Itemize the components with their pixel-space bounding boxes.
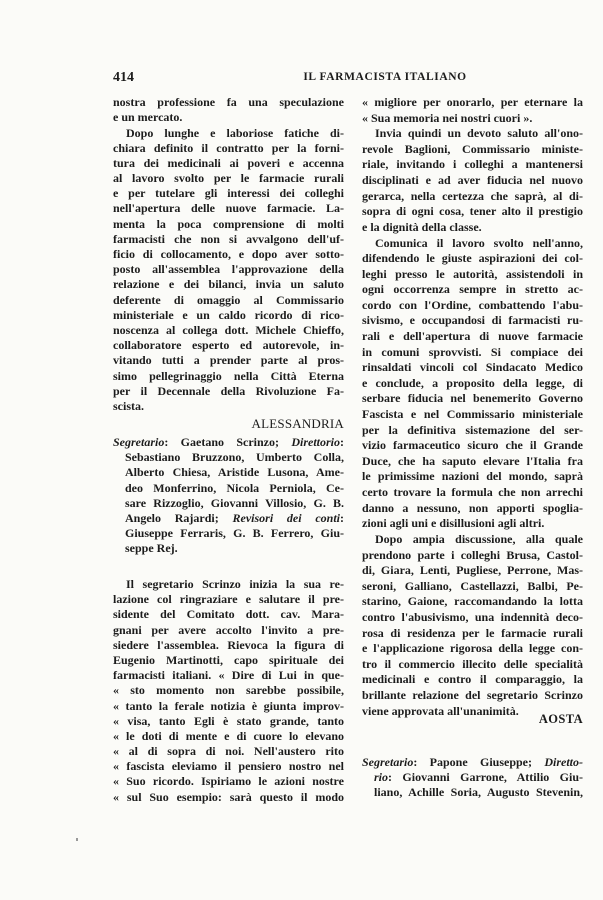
text-line: simo pellegrinaggio nella Città Eterna [113, 368, 344, 383]
text-line: viene approvata all'unanimità. [362, 703, 519, 718]
text-line: Il segretario Scrinzo inizia la sua re- [126, 577, 344, 591]
scan-speck [76, 838, 78, 841]
text-line: posto all'assemblea l'approvazione della [113, 262, 344, 277]
text-line: prendono parte i colleghi Brusa, Castol- [362, 547, 583, 562]
text-line: vizio farmaceutico sicuro che il Grande [362, 438, 583, 453]
text-line [113, 511, 344, 526]
text-line: Comunica il lavoro svolto nell'anno, [375, 235, 583, 250]
paragraph [362, 95, 583, 126]
italic-label: Direttorio [291, 435, 340, 449]
text-line: gnani per avere accolto l'invito a pre- [113, 622, 344, 637]
text-line: « sto momento non sarebbe possibile, [113, 683, 344, 698]
paragraph [362, 236, 583, 532]
text-line: zioni agli uni e disillusioni agli altri. [362, 516, 545, 531]
text-line: Duce, che ha saputo elevare l'Italia fra [362, 453, 583, 468]
text-line: certo trovare la formula che non arrechi [362, 485, 583, 499]
text-line: difendendo le giuste aspirazioni dei col- [362, 251, 583, 266]
text-line: in comuni sprovvisti. Si compiace dei [362, 344, 583, 359]
text-line: « migliore per onorarlo, per eternare la [362, 95, 583, 109]
text-line: vitando tutti a prender parte al pros- [113, 353, 344, 368]
text-line: medicinali e contro il comparaggio, la [362, 672, 583, 687]
text-line: per il Decennale della Rivoluzione Fa- [113, 383, 344, 398]
text-line: farmacisti italiani. « Dire di Lui in que- [113, 668, 344, 683]
text-line: farmacisti che non si avvalgono dell'uf- [113, 231, 344, 246]
text-line: Dopo lunghe e laboriose fatiche di- [126, 125, 344, 140]
text-line: brillante relazione del segretario Scrinzo [362, 687, 583, 702]
text-line: ficio di collocamento, e dopo aver sotto- [113, 247, 344, 261]
text-line: e l'applicazione rigorosa della legge con- [362, 641, 583, 656]
text-line: deferente di omaggio al Commissario [113, 292, 344, 307]
officers-list [113, 435, 344, 557]
text-line: Dopo ampia discussione, alla quale [375, 532, 583, 546]
text-line: « le doti di mente e di cuore lo elevano [113, 728, 344, 743]
text-line: sidente del Comitato dott. cav. Mara- [113, 607, 344, 622]
text-line: deo Monferrino, Nicola Perniola, Ce- [125, 480, 344, 495]
text-line: leghi presso le autorità, assistendoli in [362, 266, 583, 281]
text-line: « Suo ricordo. Ispiriamo le azioni nostre [113, 774, 344, 789]
text-line: scista. [113, 398, 144, 413]
italic-label: Segretario [362, 755, 414, 769]
text-line: e un mercato. [113, 110, 183, 125]
text-line: e per tutelare gli interessi dei colleghi [113, 186, 344, 201]
text-line: serbare fiducia nel benemerito Governo [362, 391, 583, 406]
paragraph [113, 95, 344, 125]
text-line: relazione e dei bilanci, invia un saluto [113, 277, 344, 292]
text-line: gerarca, nella certezza che saprà, al di- [362, 188, 583, 203]
text-line: per la definitiva sistemazione del ser- [362, 422, 583, 437]
text-line: revole Baglioni, Commissario ministe- [362, 141, 583, 156]
text-line [362, 755, 583, 770]
text-segment: : [340, 435, 344, 449]
section-heading: AOSTA [538, 712, 583, 726]
text-line: Invia quindi un devoto saluto all'ono- [375, 126, 583, 141]
text-line: starino, Gaione, raccomandando la lotta [362, 594, 583, 609]
paragraph [113, 126, 344, 415]
text-line [362, 770, 583, 785]
italic-label: rio [374, 770, 389, 784]
text-line: noscenza al collega dott. Michele Chieffo, [113, 322, 344, 337]
text-segment: Angelo Rajardi; [125, 510, 233, 525]
text-line: seroni, Galliano, Castellazzi, Balbi, Pe- [362, 578, 583, 593]
text-line: contro l'abusivismo, una indennità deco- [362, 609, 583, 624]
text-line: Giuseppe Ferraris, G. B. Ferrero, Giu- [125, 526, 344, 541]
text-segment: : Giovanni Garrone, Attilio Giu- [388, 770, 583, 784]
text-line: « fascista eleviamo il pensiero nostro nel [113, 759, 344, 774]
section-heading: ALESSANDRIA [251, 416, 344, 431]
text-line: ogni occorrenza sempre in stretto ac- [362, 282, 583, 297]
text-line: Eugenio Martinotti, capo spirituale dei [113, 652, 344, 667]
text-line: « visa, tanto Egli è stato grande, tanto [113, 713, 344, 728]
text-line: « tanto la ferale notizia è giunta improv- [113, 698, 344, 713]
text-line: nostra professione fa una speculazione [113, 95, 344, 109]
running-title: IL FARMACISTA ITALIANO [303, 71, 467, 83]
text-line: rosa di residenza per le farmacie rurali [362, 625, 583, 640]
italic-label: Revisori dei conti [232, 510, 340, 525]
text-line: siedere l'assemblea. Rievoca la figura di [113, 637, 344, 652]
text-line: lazione col ringraziare e salutare il pre- [113, 592, 344, 607]
text-line: « sul Suo esempio: sarà questo il modo [113, 789, 344, 804]
text-line: e la dignità della classe. [362, 219, 482, 234]
text-segment: : Gaetano Scrinzo; [164, 435, 292, 449]
text-line: « Sua memoria nei nostri cuori ». [362, 110, 533, 125]
text-line: danno a nessuno, non apporti spoglia- [362, 500, 583, 515]
text-line: Alberto Chiesa, Aristide Lusona, Ame- [125, 465, 344, 480]
text-line: Fascista e nel Commissario ministeriale [362, 407, 583, 422]
text-line: nell'apertura delle nuove farmacie. La- [113, 201, 344, 216]
text-line: liano, Achille Soria, Augusto Stevenin, [374, 785, 583, 799]
text-line: sivismo, e occupandosi di farmacisti ru- [362, 313, 583, 328]
text-line: sare Rizzoglio, Giovanni Villosio, G. B. [125, 495, 344, 510]
text-line: al lavoro svolto per le farmacie rurali [113, 171, 344, 186]
text-line: rinsaldati vincoli col Sindacato Medico [362, 360, 583, 375]
officers-list [362, 755, 583, 800]
text-line: tro il commercio illecito delle specialità [362, 656, 583, 671]
text-line [113, 435, 344, 450]
italic-label: Segretario [113, 435, 165, 449]
text-line: collaboratore esperto ed autorevole, in- [113, 338, 344, 353]
text-line: Sebastiano Bruzzono, Umberto Colla, [125, 450, 344, 465]
text-line: e conclude, a proposito della legge, di [362, 375, 583, 390]
text-line: disciplinati e ad aver fiducia nel nuovo [362, 173, 583, 188]
text-line: sopra di ogni cosa, tener alto il prestigio [362, 204, 583, 219]
text-line: ministeriale e un caldo ricordo di rico- [113, 307, 344, 322]
text-line: chiara definito il contratto per la forni- [113, 140, 344, 155]
text-line: rali e dell'apertura di nuove farmacie [362, 329, 583, 344]
text-segment: : [340, 510, 344, 525]
page-number: 414 [113, 70, 134, 85]
text-line: di, Giara, Lenti, Pugliese, Perrone, Mas- [362, 563, 583, 578]
text-line: seppe Rej. [125, 541, 178, 556]
paragraph [113, 577, 344, 805]
text-line: « al di sopra di noi. Nell'austero rito [113, 744, 344, 759]
text-line: cordo con l'Ordine, combattendo l'abu- [362, 297, 583, 312]
italic-label: Diretto- [544, 755, 583, 769]
text-line: riale, invitando i colleghi a mantenersi [362, 157, 583, 172]
paragraph [362, 126, 583, 235]
text-line: le primissime nazioni del mondo, saprà [362, 469, 583, 484]
text-line: tura dei medicinali ai poveri e accenna [113, 155, 344, 170]
text-line: menta la poca comprensione di molti [113, 216, 344, 231]
paragraph [362, 532, 583, 719]
text-segment: : Papone Giuseppe; [413, 755, 545, 769]
